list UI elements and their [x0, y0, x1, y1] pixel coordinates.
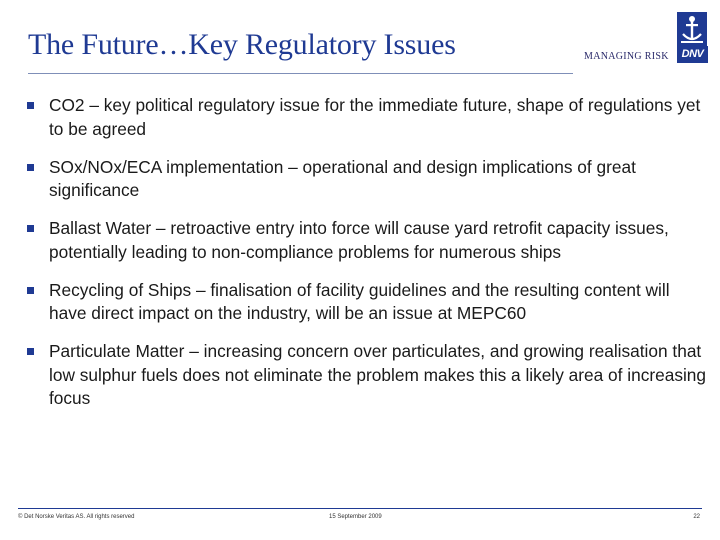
footer-divider — [18, 508, 702, 509]
square-bullet-icon — [27, 102, 34, 109]
bullet-item — [27, 217, 707, 264]
bullet-item — [27, 279, 707, 326]
bullet-text: Ballast Water – retroactive entry into force will cause yard retrofit capacity issues, potentially leading to non-compliance problems for numerous ships — [49, 218, 669, 262]
square-bullet-icon — [27, 348, 34, 355]
managing-risk-tagline: MANAGING RISK — [584, 51, 669, 62]
bullet-item — [27, 156, 707, 203]
title-divider — [28, 73, 573, 74]
slide-title: The Future…Key Regulatory Issues — [28, 28, 456, 61]
square-bullet-icon — [27, 225, 34, 232]
bullet-text: Particulate Matter – increasing concern over particulates, and growing realisation that low sulphur fuels does not eliminate the problem makes this a likely area of increasing focus — [49, 341, 707, 408]
footer-date: 15 September 2009 — [329, 514, 382, 520]
dnv-logo-icon — [677, 12, 707, 48]
footer-copyright: © Det Norske Veritas AS. All rights reserved — [18, 514, 135, 520]
bullet-list — [27, 94, 707, 425]
bullet-text: Recycling of Ships – finalisation of facility guidelines and the resulting content will have direct impact on the industry, will be an issue at MEPC60 — [49, 279, 670, 323]
bullet-text: CO2 – key political regulatory issue for the immediate future, shape of regulations yet to be agreed — [49, 95, 701, 139]
dnv-badge: DNV — [677, 46, 708, 63]
square-bullet-icon — [27, 287, 34, 294]
square-bullet-icon — [27, 164, 34, 171]
bullet-item — [27, 94, 707, 141]
bullet-text: SOx/NOx/ECA implementation – operational and design implications of great significance — [49, 156, 636, 200]
bullet-item — [27, 340, 707, 411]
page-number: 22 — [693, 514, 700, 520]
